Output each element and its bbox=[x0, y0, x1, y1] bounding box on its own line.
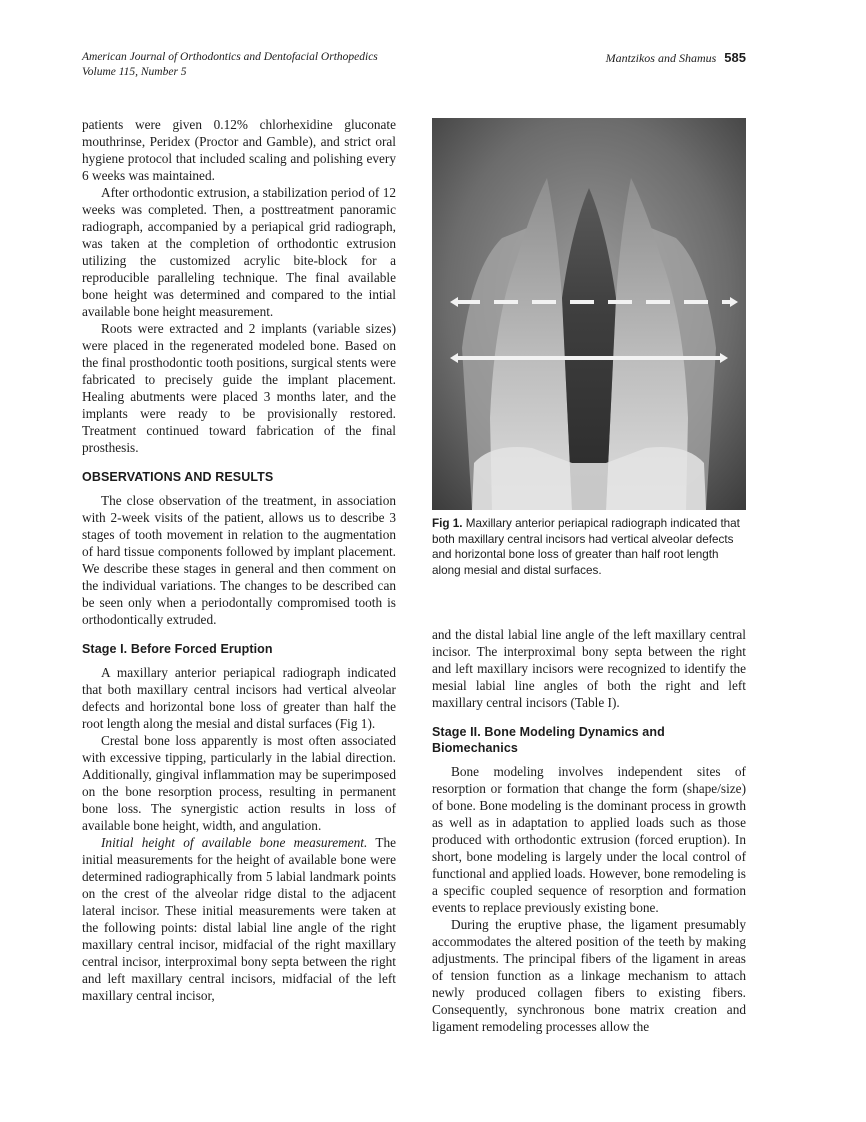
page-number: 585 bbox=[724, 50, 746, 65]
run-in-heading: Initial height of available bone measurement. bbox=[101, 835, 368, 850]
journal-info bbox=[82, 50, 378, 80]
paragraph-text: The initial measurements for the height of available bone were determined radiographically from 5 labial landmark points on the crest of the alveolar ridge distal to the adjacent lateral incisor. These initial measurements were taken at the following points: distal labial line angle of the right maxillary central incisor, midfacial of the right maxillary central incisor, interproximal bony septa between the right and left maxillary central incisors, midfacial of the left maxillary central incisor, bbox=[82, 835, 396, 1003]
paragraph: During the eruptive phase, the ligament presumably accommodates the altered position of the teeth by making adjustments. The principal fibers of the ligament in areas of tension function as a linkage mechanism to attach newly produced collagen fibers to existing fibers. Consequently, synchronous bone matrix creation and ligament remodeling processes allow the bbox=[432, 917, 746, 1034]
author-page bbox=[606, 50, 746, 66]
section-heading-stage-1: Stage I. Before Forced Eruption bbox=[82, 642, 273, 656]
journal-volume: Volume 115, Number 5 bbox=[82, 66, 187, 78]
section-heading-stage-2: Stage II. Bone Modeling Dynamics and Biomechanics bbox=[432, 725, 665, 755]
paragraph: A maxillary anterior periapical radiograph indicated that both maxillary central incisors had vertical alveolar defects and horizontal bone loss of greater than half the root length along the mesial and distal surfaces (Fig 1). bbox=[82, 665, 396, 731]
paragraph: Roots were extracted and 2 implants (variable sizes) were placed in the regenerated modeled bone. Based on the final prosthodontic tooth positions, surgical stents were fabricated to precisely guide the implant placement. Healing abutments were placed 3 months later, and the implants were ready to be provisionally restored. Treatment continued toward fabrication of the final prosthesis. bbox=[82, 321, 396, 455]
radiograph-image bbox=[432, 118, 746, 510]
journal-title: American Journal of Orthodontics and Dentofacial Orthopedics bbox=[82, 51, 378, 63]
paragraph: Crestal bone loss apparently is most often associated with excessive tipping, particularly in the labial direction. Additionally, gingival inflammation may be superimposed on the bone resorption process, resulting in permanent bone loss. The synergistic action results in loss of available bone height, width, and angulation. bbox=[82, 733, 396, 833]
caption-text: Maxillary anterior periapical radiograph indicated that both maxillary central incisors had vertical alveolar defects and horizontal bone loss of greater than half root length along mesial and distal surfaces. bbox=[432, 517, 740, 577]
paragraph bbox=[82, 834, 396, 1004]
paragraph: After orthodontic extrusion, a stabilization period of 12 weeks was completed. Then, a posttreatment panoramic radiograph, accompanied by a periapical grid radiograph, was taken at the completion of orthodontic extrusion utilizing the customized acrylic bite-block for a reproducible paralleling technique. The final available bone height was determined and compared to the intial available bone height measurement. bbox=[82, 185, 396, 319]
left-column bbox=[82, 116, 396, 1004]
paragraph: Bone modeling involves independent sites of resorption or formation that change the form (shape/size) of bone. Bone modeling is the dominant process in growth as well as in adaptation to applied loads such as those produced with orthodontic extrusion (forced eruption). In short, bone modeling is largely under the local control of functional and applied loads. However, bone remodeling is a specific coupled sequence of resorption and formation events to replace previously existing bone. bbox=[432, 764, 746, 915]
figure-1-caption bbox=[432, 516, 746, 578]
section-heading-observations: OBSERVATIONS AND RESULTS bbox=[82, 470, 274, 484]
paragraph: patients were given 0.12% chlorhexidine gluconate mouthrinse, Peridex (Proctor and Gamble), and strict oral hygiene protocol that included scaling and polishing every 6 weeks was maintained. bbox=[82, 117, 396, 183]
figure-label: Fig 1. bbox=[432, 517, 463, 530]
figure-1-radiograph bbox=[432, 118, 746, 510]
paragraph: and the distal labial line angle of the left maxillary central incisor. The interproximal bony septa between the right and left maxillary incisors were recognized to identify the mesial labial line angles of both the right and left maxillary central incisors (Table I). bbox=[432, 627, 746, 710]
right-column bbox=[432, 626, 746, 1035]
paragraph: The close observation of the treatment, in association with 2-week visits of the patient, allows us to describe 3 stages of tooth movement in relation to the augmentation of hard tissue components followed by implant placement. We describe these stages in general and then comment on the individual variations. The changes to be described can be seen only when a periodontally compromised tooth is orthodontically extruded. bbox=[82, 493, 396, 627]
running-authors: Mantzikos and Shamus bbox=[605, 51, 717, 65]
